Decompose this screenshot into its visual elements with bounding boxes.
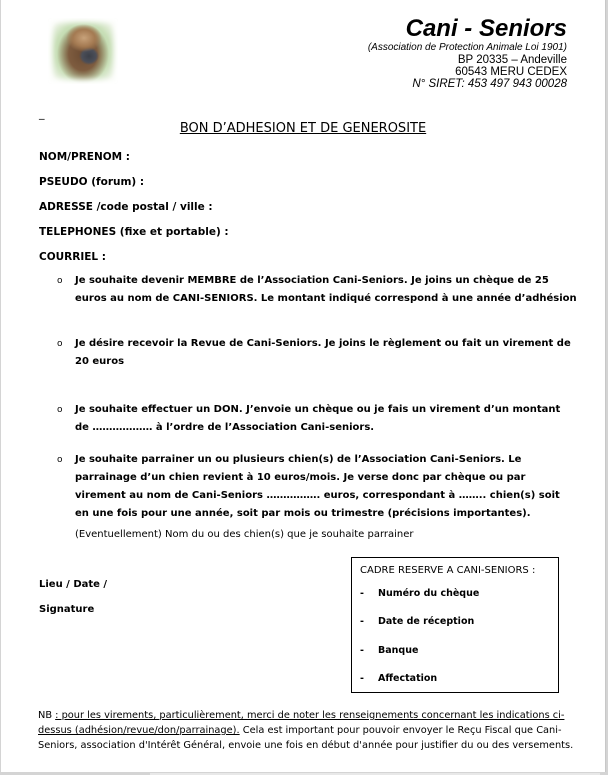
option-text: Je souhaite parrainer un ou plusieurs chien(s) de l’Association Cani-Seniors. Le parrainage d’un chien revient à 10 euros/mois. Je verse donc par chèque ou par virement au nom de Cani-Seniors ……………. euros, correspondant à …….. chien(s) soit en une fois pour une année, soit par mois ou trimestre (précisions importantes).	[75, 454, 560, 519]
option-revue[interactable]	[57, 335, 577, 371]
dash-mark: _	[39, 107, 45, 120]
document-title: BON D’ADHESION ET DE GENEROSITE	[179, 121, 427, 136]
siret-number: N° SIRET: 453 497 943 00028	[412, 78, 567, 90]
dash: -	[360, 616, 364, 627]
field-pseudo: PSEUDO (forum) :	[39, 176, 145, 188]
nb-rest: Cela est important pour pouvoir envoyer le Reçu Fiscal que Cani-Seniors, association d'Intérêt Général, envoie une fois en début d'année pour justifier du ou des versements.	[38, 725, 574, 751]
option-text: Je souhaite effectuer un DON. J’envoie un chèque ou je fais un virement d’un montant de ……………… à l’ordre de l’Association Cani-seniors.	[75, 404, 561, 433]
reserved-item-banque	[360, 644, 418, 657]
field-nom-prenom: NOM/PRENOM :	[39, 151, 130, 163]
optional-dog-names: (Eventuellement) Nom du ou des chien(s) que je souhaite parrainer	[75, 529, 414, 540]
checkbox-circle-icon[interactable]: o	[57, 339, 63, 349]
place-date-label: Lieu / Date /	[39, 579, 108, 590]
dash: -	[360, 645, 364, 656]
reserved-box-header: CADRE RESERVE A CANI-SENIORS :	[360, 565, 536, 576]
address-line-2: 60543 MERU CEDEX	[455, 66, 567, 78]
field-courriel: COURRIEL :	[39, 251, 106, 263]
option-membre[interactable]	[57, 272, 577, 308]
reserved-item-date	[360, 615, 474, 628]
option-don[interactable]	[57, 401, 577, 437]
address-line-1: BP 20335 – Andeville	[457, 54, 567, 66]
option-parrainage[interactable]	[57, 451, 577, 523]
item-label: Date de réception	[378, 616, 475, 627]
option-text: Je souhaite devenir MEMBRE de l’Association Cani-Seniors. Je joins un chèque de 25 euros au nom de CANI-SENIORS. Le montant indiqué correspond à une année d’adhésion	[75, 275, 577, 304]
dash: -	[360, 673, 364, 684]
reserved-item-cheque	[360, 587, 479, 600]
checkbox-circle-icon[interactable]: o	[57, 276, 63, 286]
dog-photo-icon	[48, 18, 118, 84]
reserved-box	[351, 557, 559, 693]
org-subtitle: (Association de Protection Animale Loi 1901)	[367, 42, 567, 53]
nb-underlined: : pour les virements, particulièrement, merci de noter les renseignements concernant les indications ci-dessus (adhésion/revue/don/parrainage).	[38, 710, 565, 736]
item-label: Banque	[378, 645, 419, 656]
nb-note	[38, 708, 578, 753]
field-telephones: TELEPHONES (fixe et portable) :	[39, 226, 229, 238]
checkbox-circle-icon[interactable]: o	[57, 455, 63, 465]
item-label: Affectation	[378, 673, 438, 684]
signature-label: Signature	[39, 604, 95, 615]
item-label: Numéro du chèque	[378, 588, 480, 599]
reserved-item-affectation	[360, 672, 437, 685]
option-text: Je désire recevoir la Revue de Cani-Seniors. Je joins le règlement ou fait un virement de 20 euros	[75, 338, 571, 367]
dash: -	[360, 588, 364, 599]
document-page	[1, 0, 606, 772]
organization-header	[368, 16, 567, 91]
checkbox-circle-icon[interactable]: o	[57, 405, 63, 415]
field-adresse: ADRESSE /code postal / ville :	[39, 201, 213, 213]
nb-prefix: NB	[38, 710, 56, 721]
org-name: Cani - Seniors	[405, 15, 567, 42]
